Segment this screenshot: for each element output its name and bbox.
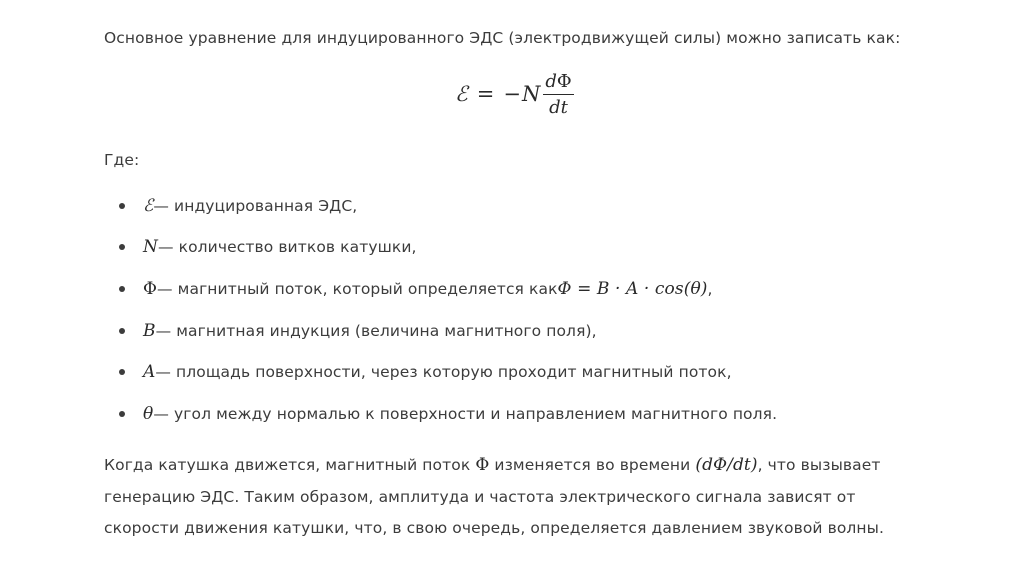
outro-derivative: (dΦ/dt) bbox=[695, 455, 758, 475]
item-symbol: θ bbox=[143, 403, 154, 424]
item-text: — количество витков катушки, bbox=[157, 238, 417, 257]
list-item bbox=[104, 185, 777, 227]
list-item bbox=[104, 351, 777, 393]
bullet-icon bbox=[119, 411, 125, 417]
numerator-phi: Φ bbox=[556, 70, 572, 92]
definition-list bbox=[104, 185, 777, 435]
bullet-icon bbox=[119, 203, 125, 209]
item-symbol: B bbox=[143, 320, 156, 341]
outro-line-3: скорости движения катушки, что, в свою очередь, определяется давлением звуковой волны. bbox=[104, 519, 885, 537]
outro-text-c: , что вызывает bbox=[757, 456, 881, 474]
outro-text-b: изменяется во времени bbox=[489, 456, 696, 474]
item-text: — магнитная индукция (величина магнитного поля), bbox=[155, 321, 597, 340]
where-label: Где: bbox=[104, 151, 140, 169]
bullet-icon bbox=[119, 244, 125, 250]
list-item bbox=[104, 393, 777, 435]
numerator-d: d bbox=[545, 70, 557, 92]
item-symbol: N bbox=[143, 237, 158, 258]
formula-n: N bbox=[521, 82, 541, 106]
item-symbol: ℰ bbox=[143, 195, 154, 216]
item-text: — индуцированная ЭДС, bbox=[153, 196, 358, 215]
item-text: — угол между нормалью к поверхности и направлением магнитного поля. bbox=[153, 404, 778, 423]
formula-emf-symbol: ℰ bbox=[455, 82, 468, 106]
emf-formula bbox=[455, 66, 574, 122]
bullet-icon bbox=[119, 328, 125, 334]
formula-minus: − bbox=[503, 82, 521, 106]
outro-phi: Φ bbox=[475, 455, 490, 475]
bullet-icon bbox=[119, 286, 125, 292]
item-text: — площадь поверхности, через которую проходит магнитный поток, bbox=[155, 363, 732, 382]
list-item bbox=[104, 227, 777, 269]
formula-fraction bbox=[543, 71, 573, 118]
item-symbol: A bbox=[143, 362, 156, 383]
item-tail: , bbox=[707, 279, 713, 298]
list-item bbox=[104, 268, 777, 310]
item-inline-formula: Φ = B · A · cos(θ) bbox=[557, 278, 708, 299]
outro-line-1 bbox=[104, 450, 924, 482]
bullet-icon bbox=[119, 369, 125, 375]
outro-text-a: Когда катушка движется, магнитный поток bbox=[104, 456, 476, 474]
intro-paragraph: Основное уравнение для индуцированного ЭДС (электродвижущей силы) можно записать как: bbox=[104, 29, 901, 47]
list-item bbox=[104, 310, 777, 352]
item-symbol: Φ bbox=[143, 278, 158, 299]
outro-paragraph bbox=[104, 450, 924, 545]
fraction-numerator bbox=[543, 71, 573, 95]
fraction-denominator: dt bbox=[549, 96, 568, 118]
formula-equals: = bbox=[476, 82, 495, 106]
outro-line-2: генерацию ЭДС. Таким образом, амплитуда и частота электрического сигнала зависят от bbox=[104, 487, 856, 506]
item-text: — магнитный поток, который определяется как bbox=[157, 279, 558, 298]
